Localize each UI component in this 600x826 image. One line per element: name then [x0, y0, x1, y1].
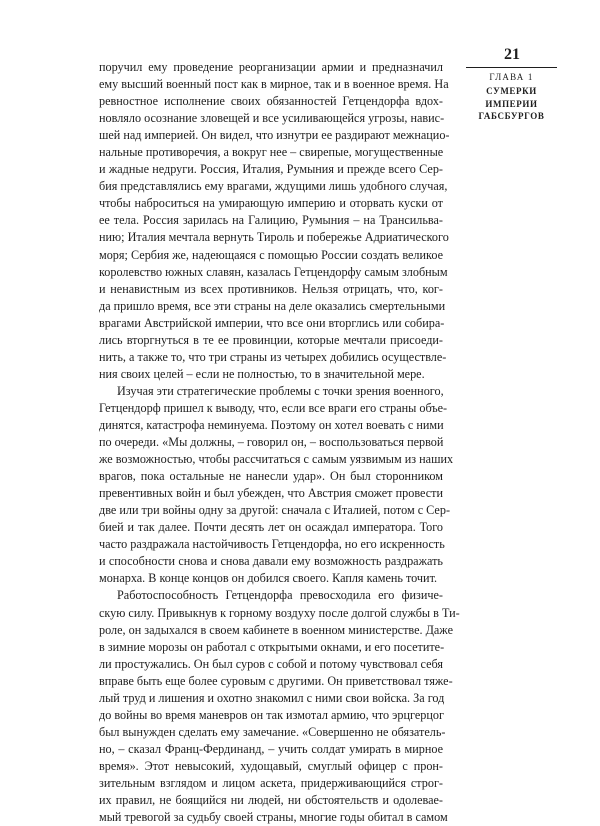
text-line: нальные противоречия, а вокруг нее – свирепые, могущественные: [99, 145, 444, 160]
text-line: чтобы наброситься на умирающую империю и оторвать куски от: [99, 196, 443, 211]
text-line: ли простужались. Он был суров с собой и потому чувствовал себя: [99, 656, 443, 671]
text-line: моря; Сербия же, надеющаяся с помощью России создать великое: [99, 247, 443, 262]
text-line: нить, а также то, что три страны из четырех добились осуществле-: [99, 349, 447, 364]
text-line: нию; Италия мечтала вернуть Тироль и побережье Адриатического: [99, 230, 449, 245]
text-line: вправе быть еще более суровым с другими. Он приветствовал тяже-: [99, 673, 453, 688]
text-line: и способности снова и снова давали ему возможность раздражать: [99, 554, 443, 569]
side-rule: [466, 67, 557, 68]
text-line: зительным взглядом и лицом аскета, придерживающийся строг-: [99, 775, 443, 790]
text-line: бия представлялись ему врагами, ждущими лишь удобного случая,: [99, 179, 448, 194]
text-line: Изучая эти стратегические проблемы с точки зрения военного,: [117, 383, 444, 398]
text-line: Гетцендорф пришел к выводу, что, если все враги его страны объе-: [99, 400, 448, 415]
text-line: шей над империей. Он видел, что изнутри ее раздирают межнацио-: [99, 128, 450, 143]
chapter-title-line: СУМЕРКИ: [486, 86, 537, 96]
text-line: и ненавистным из всех противников. Нельзя отрицать, что, ког-: [99, 281, 443, 296]
body-text: [99, 59, 460, 826]
text-line: врагов, пока остальные не нанесли удар». Он был сторонником: [99, 469, 443, 484]
text-line: лись вторгнуться в те ее провинции, которые мечтали присоеди-: [99, 332, 443, 347]
text-line: скую силу. Привыкнув к горному воздуху после долгой службы в Ти-: [99, 605, 460, 620]
text-line: Работоспособность Гетцендорфа превосходила его физиче-: [117, 588, 443, 603]
chapter-title-line: ГАБСБУРГОВ: [478, 111, 545, 121]
text-line: да пришло время, все эти страны на деле оказались смертельными: [99, 298, 446, 313]
chapter-title-line: ИМПЕРИИ: [485, 98, 538, 109]
text-line: превентивных войн и был убежден, что Австрия сможет провести: [99, 486, 443, 501]
text-line: до войны во время маневров он так измотал армию, что эрцгерцог: [99, 707, 444, 722]
text-line: часто раздражала настойчивость Гетцендорфа, но его искренность: [99, 537, 445, 552]
text-line: две или три войны одну за другой: сначала с Италией, потом с Сер-: [99, 503, 450, 518]
page-number: 21: [504, 46, 520, 63]
text-line: поручил ему проведение реорганизации армии и предназначил: [99, 60, 443, 74]
text-line: новляло осознание зловещей и все усиливающейся угрозы, навис-: [99, 111, 445, 126]
text-line: в зимние морозы он работал с открытыми окнами, и его посетите-: [99, 639, 445, 654]
text-line: ее тела. Россия зарилась на Галицию, Румыния – на Трансильва-: [99, 213, 443, 228]
text-line: монарха. В конце концов он добился своего. Капля камень точит.: [99, 571, 438, 586]
text-line: динятся, катастрофа неминуема. Поэтому он хотел воевать с ними: [99, 417, 444, 432]
text-line: же возможностью, чтобы рассчитаться с самым уязвимым из наших: [99, 452, 454, 467]
text-line: лый труд и лишения и охотно знакомил с ними свои войска. За год: [99, 690, 445, 705]
text-line: роле, он задыхался в своем кабинете в военном министерстве. Даже: [99, 622, 453, 637]
text-line: ревностное исполнение своих обязанностей Гетцендорфа вдох-: [99, 94, 443, 109]
text-line: ему высший военный пост как в мирное, так и в военное время. На: [99, 77, 449, 92]
text-line: их правил, не боящийся ни людей, ни обстоятельств и одолевае-: [99, 793, 443, 808]
text-line: королевство южных славян, казалась Гетцендорфу самым злобным: [99, 264, 448, 279]
text-line: бией и так далее. Почти десять лет он осаждал императора. Того: [99, 520, 443, 535]
text-line: время». Этот невысокий, худощавый, смуглый офицер с прон-: [99, 758, 443, 773]
text-line: был вынужден сделать ему замечание. «Совершенно не обязатель-: [99, 724, 446, 739]
text-line: и жадные недруги. Россия, Италия, Румыния и прежде всего Сер-: [99, 162, 443, 177]
text-line: ния своих целей – если не полностью, то в значительной мере.: [99, 366, 425, 381]
chapter-label: ГЛАВА 1: [489, 72, 534, 82]
text-line: мый тревогой за судьбу своей страны, многие годы обитал в самом: [99, 810, 448, 825]
text-line: по очереди. «Мы должны, – говорил он, – воспользоваться первой: [99, 435, 444, 450]
chapter-title: [466, 85, 557, 123]
text-line: врагами Австрийской империи, что все они вторглись или собира-: [99, 315, 445, 330]
text-line: но, – сказал Франц-Фердинанд, – учить солдат умирать в мирное: [99, 741, 443, 756]
